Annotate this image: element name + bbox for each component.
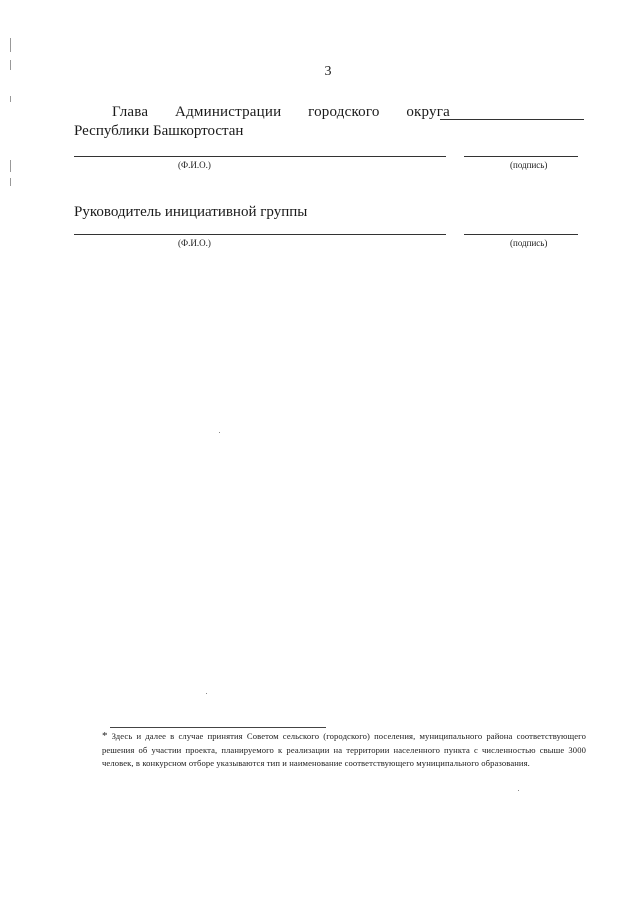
scan-mark xyxy=(10,96,11,102)
title-word: городского xyxy=(308,104,380,120)
name-blank-line xyxy=(74,234,446,235)
scan-speck xyxy=(518,790,519,791)
footnote-text: Здесь и далее в случае принятия Советом сельского (городского) поселения, муниципального района соответствующего решения об участии проекта, планируемого к реализации на территории населенного пункта с численностью свыше 3000 человек, в конкурсном отборе указываются тип и наименование соответствующего муниципального образования. xyxy=(102,731,586,768)
footnote-separator xyxy=(110,727,326,728)
scan-speck xyxy=(219,432,220,433)
title-word: Администрации xyxy=(175,104,282,120)
signature-blank-line xyxy=(440,119,584,120)
signature-blank-line xyxy=(464,156,578,157)
footnote xyxy=(102,730,586,771)
scan-speck xyxy=(206,693,207,694)
name-caption: (Ф.И.О.) xyxy=(178,160,211,170)
signature-title-line-2: Республики Башкортостан xyxy=(74,123,244,139)
signature-blank-line xyxy=(464,234,578,235)
scan-mark xyxy=(10,60,11,70)
scan-mark xyxy=(10,38,11,52)
title-word: округа xyxy=(406,104,450,120)
initiative-group-leader-title: Руководитель инициативной группы xyxy=(74,204,308,220)
name-blank-line xyxy=(74,156,446,157)
footnote-marker: * xyxy=(102,730,108,742)
name-caption: (Ф.И.О.) xyxy=(178,238,211,248)
signature-caption: (подпись) xyxy=(510,160,548,170)
signature-title-line-1 xyxy=(112,104,450,121)
scan-mark xyxy=(10,160,11,172)
scan-mark xyxy=(10,178,11,186)
signature-caption: (подпись) xyxy=(510,238,548,248)
page-number: 3 xyxy=(324,64,332,79)
title-word: Глава xyxy=(112,104,149,120)
